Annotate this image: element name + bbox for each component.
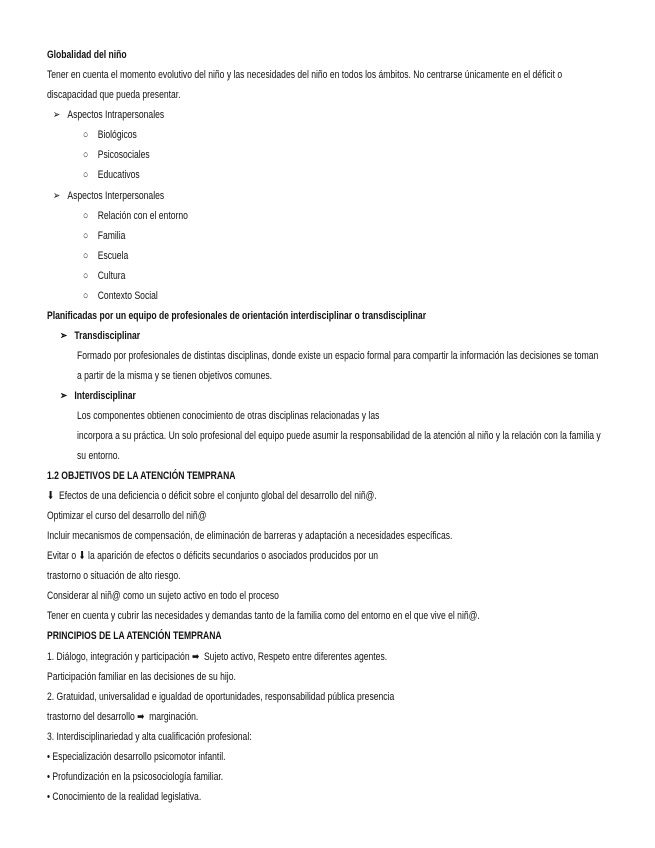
bullet-icon: •: [47, 751, 51, 763]
circle-bullet-icon: ○: [83, 270, 89, 282]
down-arrow-icon: ⬇: [47, 490, 55, 502]
paragraph-line: a partir de la misma y se tienen objetivos comunes.: [77, 370, 273, 382]
circle-bullet-icon: ○: [83, 210, 89, 222]
paragraph-line: incorpora a su práctica. Un solo profesional del equipo puede asumir la responsabilidad de la atención al niño y la relación con la familia y: [77, 430, 601, 442]
paragraph-line: discapacidad que pueda presentar.: [47, 89, 181, 101]
paragraph-line: trastorno o situación de alto riesgo.: [47, 570, 181, 582]
circle-bullet-icon: ○: [83, 149, 89, 161]
list-item: • Especialización desarrollo psicomotor infantil.: [47, 751, 226, 763]
circle-bullet-icon: ○: [83, 230, 89, 242]
right-arrow-icon: ➡: [137, 711, 145, 723]
paragraph-line: 3. Interdisciplinariedad y alta cualificación profesional:: [47, 731, 252, 743]
list-item: ○ Cultura: [83, 270, 126, 282]
list-item: ○ Escuela: [83, 250, 129, 262]
arrow-bullet-icon: ➢: [53, 109, 61, 121]
paragraph-line: Formado por profesionales de distintas disciplinas, donde existe un espacio formal para compartir la información las decisiones se toman: [77, 350, 599, 362]
paragraph-line: ⬇ Efectos de una deficiencia o déficit sobre el conjunto global del desarrollo del niñ@.: [47, 490, 377, 502]
list-item: ➢ Transdisciplinar: [60, 330, 141, 342]
down-arrow-icon: ⬇: [78, 550, 86, 562]
paragraph-line: trastorno del desarrollo ➡ marginación.: [47, 711, 199, 723]
heading-globalidad: Globalidad del niño: [47, 49, 127, 61]
list-item: ➢ Aspectos Interpersonales: [53, 190, 165, 202]
circle-bullet-icon: ○: [83, 290, 89, 302]
list-item: ○ Familia: [83, 230, 126, 242]
paragraph-line: Incluir mecanismos de compensación, de eliminación de barreras y adaptación a necesidades específicas.: [47, 530, 453, 542]
bullet-icon: •: [47, 771, 51, 783]
paragraph-line: su entorno.: [77, 450, 120, 462]
list-item: ○ Contexto Social: [83, 290, 158, 302]
bullet-icon: •: [47, 791, 51, 803]
list-item: ○ Educativos: [83, 169, 140, 181]
list-item: ○ Relación con el entorno: [83, 210, 188, 222]
heading-principios: PRINCIPIOS DE LA ATENCIÓN TEMPRANA: [47, 630, 222, 642]
paragraph-line: 2. Gratuidad, universalidad e igualdad de oportunidades, responsabilidad pública presencia: [47, 691, 395, 703]
heading-objetivos: 1.2 OBJETIVOS DE LA ATENCIÓN TEMPRANA: [47, 470, 236, 482]
heading-planificadas: Planificadas por un equipo de profesionales de orientación interdisciplinar o transdisciplinar: [47, 310, 427, 322]
paragraph-line: Tener en cuenta y cubrir las necesidades y demandas tanto de la familia como del entorno en el que vive el niñ@.: [47, 610, 480, 622]
list-item: • Conocimiento de la realidad legislativa.: [47, 791, 202, 803]
paragraph-line: Optimizar el curso del desarrollo del niñ@: [47, 510, 207, 522]
list-item: • Profundización en la psicosociología familiar.: [47, 771, 224, 783]
paragraph-line: Los componentes obtienen conocimiento de otras disciplinas relacionadas y las: [77, 410, 380, 422]
circle-bullet-icon: ○: [83, 169, 89, 181]
arrow-bullet-icon: ➢: [60, 330, 68, 342]
arrow-bullet-icon: ➢: [53, 190, 61, 202]
paragraph-line: Participación familiar en las decisiones de su hijo.: [47, 671, 236, 683]
list-item: ○ Biológicos: [83, 129, 137, 141]
circle-bullet-icon: ○: [83, 250, 89, 262]
paragraph-line: Considerar al niñ@ como un sujeto activo en todo el proceso: [47, 590, 279, 602]
paragraph-line: Evitar o ⬇ la aparición de efectos o déficits secundarios o asociados producidos por un: [47, 550, 379, 562]
arrow-bullet-icon: ➢: [60, 390, 68, 402]
right-arrow-icon: ➡: [191, 651, 200, 663]
list-item: ➢ Aspectos Intrapersonales: [53, 109, 165, 121]
list-item: ○ Psicosociales: [83, 149, 150, 161]
paragraph-line: Tener en cuenta el momento evolutivo del niño y las necesidades del niño en todos los ámbitos. No centrarse únicamente en el déficit o: [47, 69, 563, 81]
list-item: ➢ Interdisciplinar: [60, 390, 136, 402]
circle-bullet-icon: ○: [83, 129, 89, 141]
paragraph-line: 1. Diálogo, integración y participación ➡ Sujeto activo, Respeto entre diferentes agentes.: [47, 651, 388, 663]
